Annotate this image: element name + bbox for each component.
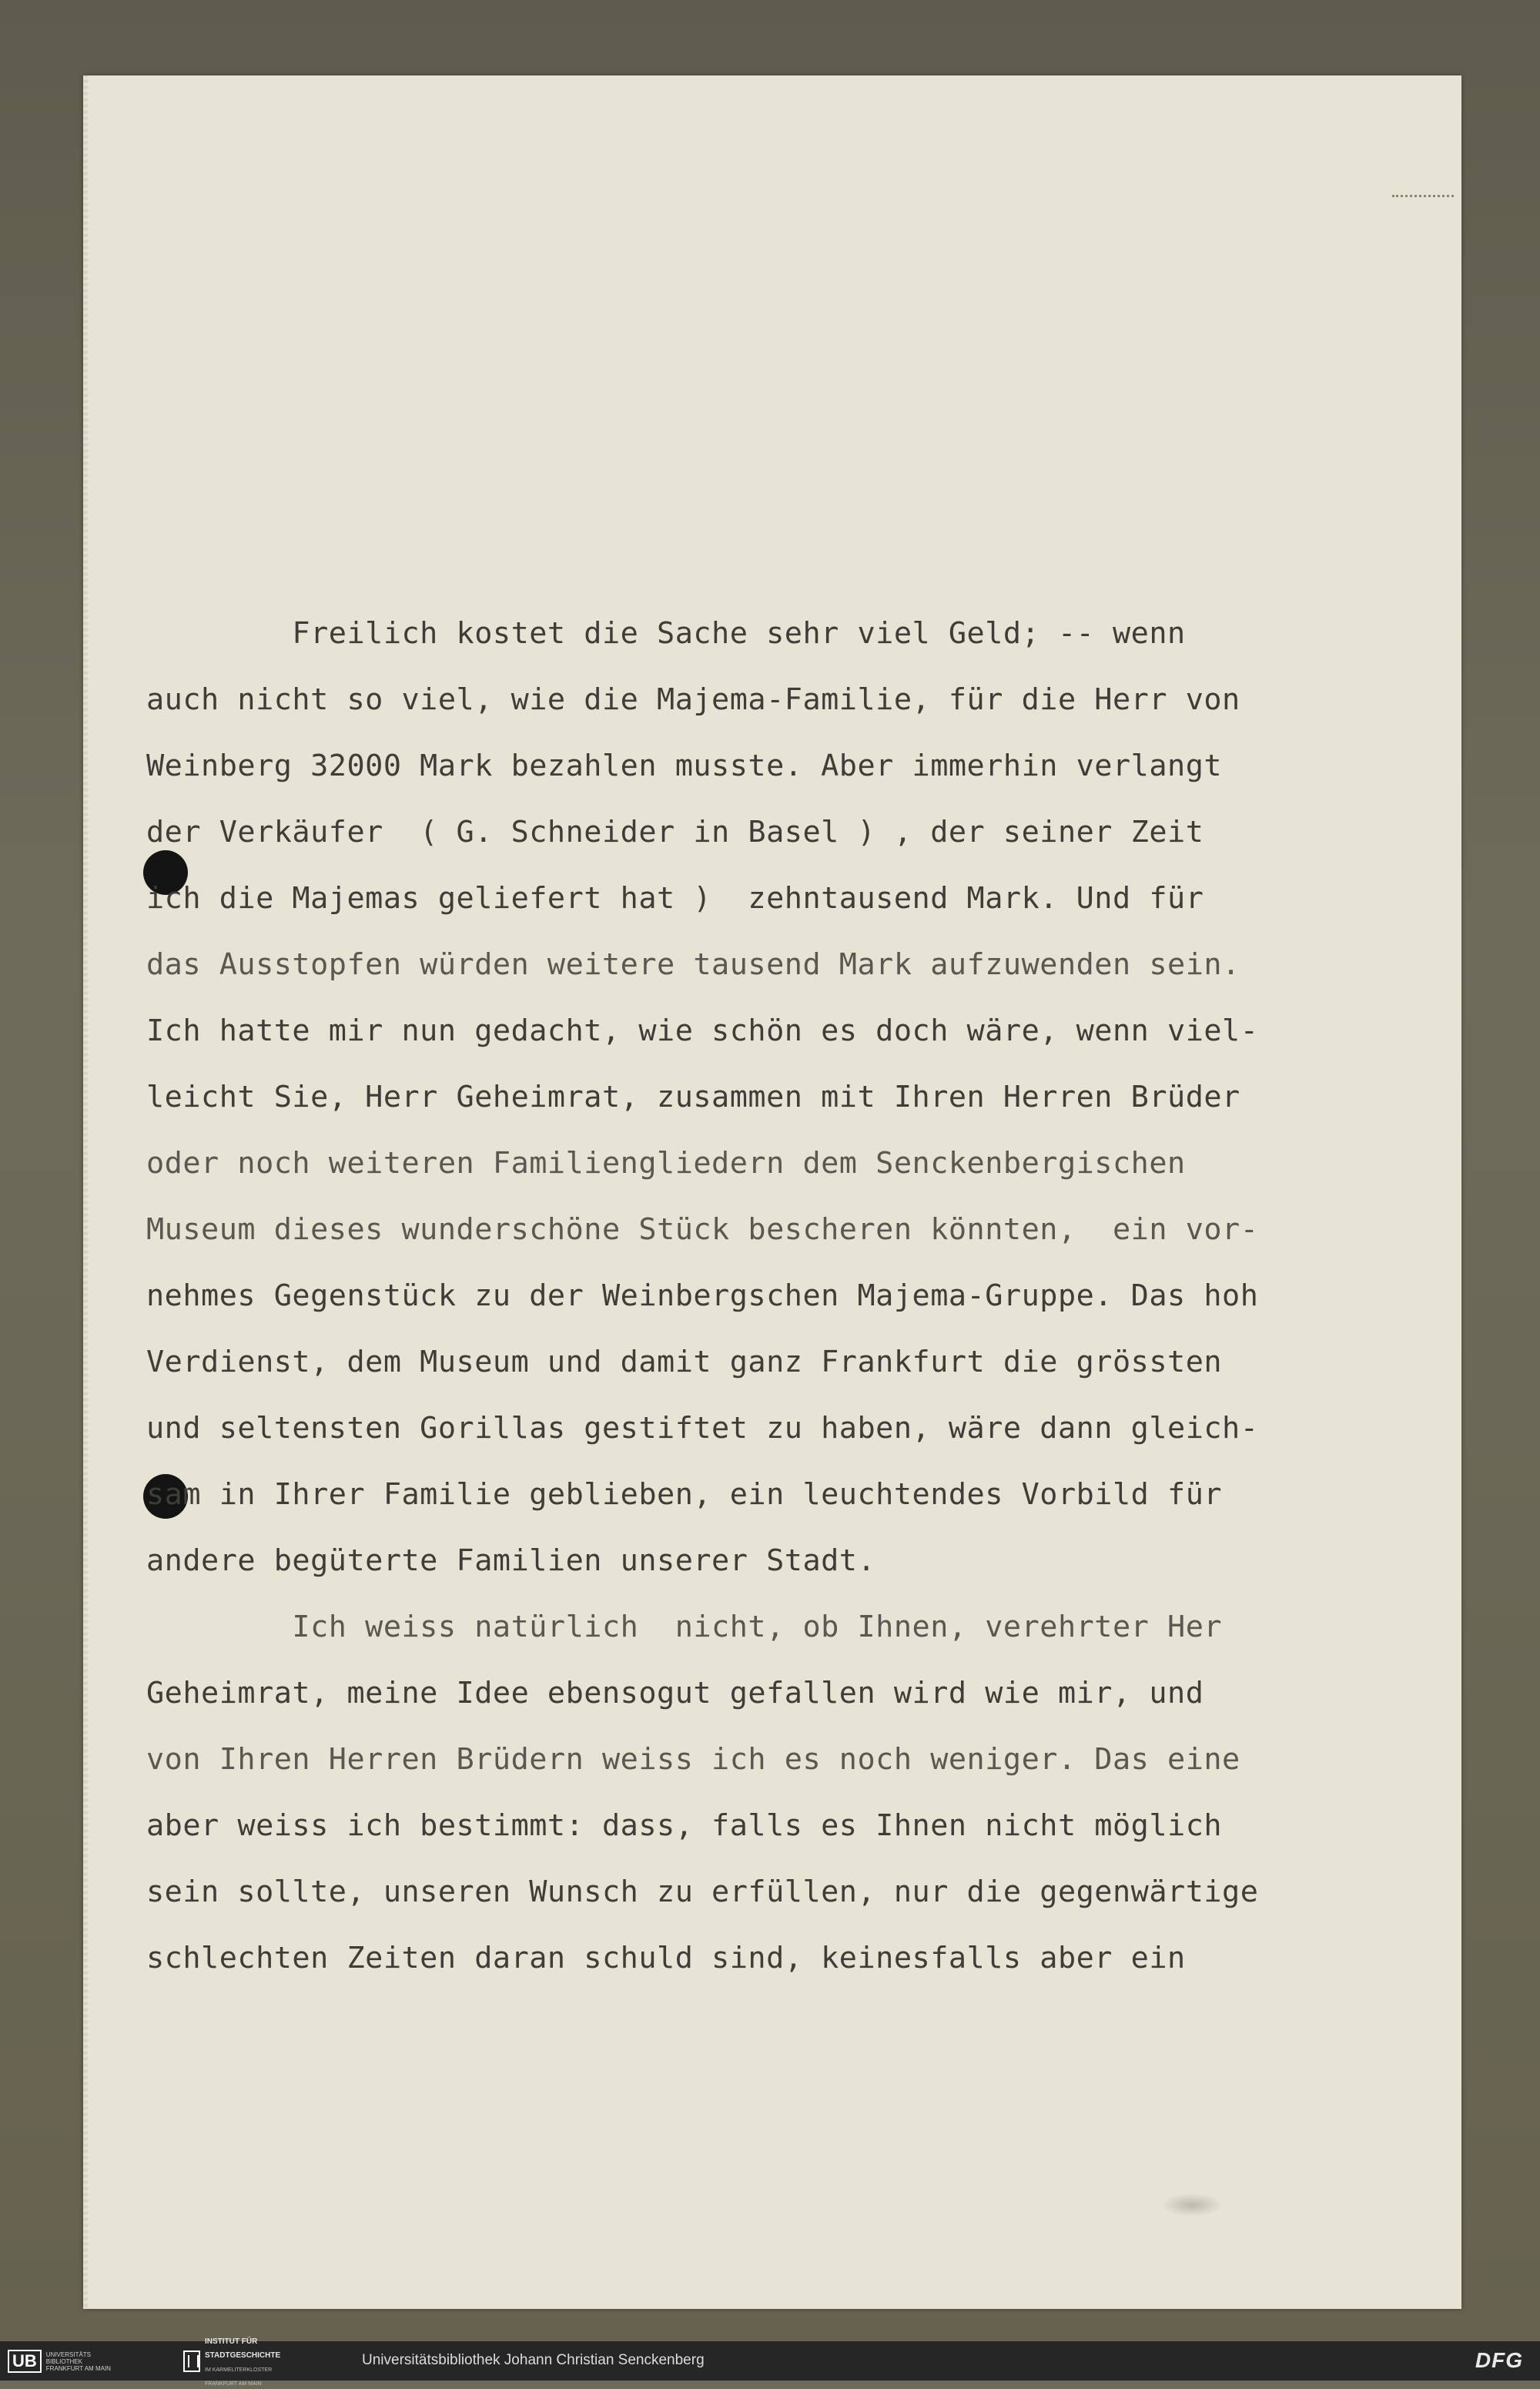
ub-logo-text: UNIVERSITÄTS BIBLIOTHEK FRANKFURT AM MAIN	[45, 2350, 111, 2372]
paper-smudge	[1161, 2193, 1223, 2216]
text-line: Geheimrat, meine Idee ebensogut gefallen wird wie mir, und	[146, 1676, 1204, 1710]
text-line: nehmes Gegenstück zu der Weinbergschen Majema-Gruppe. Das hoh	[146, 1278, 1259, 1313]
text-line: sam in Ihrer Familie geblieben, ein leuchtendes Vorbild für	[146, 1477, 1223, 1512]
text-line: ich die Majemas geliefert hat ) zehntausend Mark. Und für	[146, 881, 1204, 916]
ub-logo-mark: UB	[8, 2350, 42, 2373]
institute-logo-text	[205, 2334, 280, 2389]
text-line: von Ihren Herren Brüdern weiss ich es noch weniger. Das eine	[146, 1742, 1240, 1777]
viewer-footer	[0, 2337, 1540, 2387]
text-line: das Ausstopfen würden weitere tausend Mark aufzuwenden sein.	[146, 947, 1240, 982]
text-line: Ich weiss natürlich nicht, ob Ihnen, verehrter Her	[146, 1610, 1223, 1644]
text-line: schlechten Zeiten daran schuld sind, keinesfalls aber ein	[146, 1941, 1186, 1975]
ub-logo[interactable]	[8, 2348, 111, 2374]
institute-logo-icon	[183, 2350, 200, 2372]
institute-logo[interactable]	[183, 2337, 330, 2387]
text-line: leicht Sie, Herr Geheimrat, zusammen mit Ihren Herren Brüder	[146, 1080, 1240, 1114]
text-line: Weinberg 32000 Mark bezahlen musste. Aber immerhin verlangt	[146, 749, 1223, 783]
text-line: andere begüterte Familien unserer Stadt.	[146, 1543, 876, 1578]
text-line: Freilich kostet die Sache sehr viel Geld; -- wenn	[146, 616, 1186, 651]
text-line: sein sollte, unseren Wunsch zu erfüllen, nur die gegenwärtige	[146, 1875, 1259, 1909]
text-line: Ich hatte mir nun gedacht, wie schön es doch wäre, wenn viel-	[146, 1014, 1259, 1048]
footer-caption: Universitätsbibliothek Johann Christian Senckenberg	[362, 2352, 705, 2368]
text-line: aber weiss ich bestimmt: dass, falls es Ihnen nicht möglich	[146, 1808, 1223, 1843]
institute-subtitle: IM KARMELITERKLOSTER FRANKFURT AM MAIN	[205, 2367, 273, 2387]
text-line: oder noch weiteren Familiengliedern dem Senckenbergischen	[146, 1146, 1186, 1181]
torn-paper-edge	[83, 75, 88, 2309]
text-line: Museum dieses wunderschöne Stück bescheren könnten, ein vor-	[146, 1212, 1259, 1247]
pencil-mark	[1392, 195, 1454, 199]
text-line: Verdienst, dem Museum und damit ganz Frankfurt die grössten	[146, 1345, 1223, 1379]
institute-title: INSTITUT FÜR STADTGESCHICHTE	[205, 2337, 281, 2360]
text-line: und seltensten Gorillas gestiftet zu haben, wäre dann gleich-	[146, 1411, 1259, 1446]
text-line: auch nicht so viel, wie die Majema-Familie, für die Herr von	[146, 682, 1240, 717]
typewritten-text	[146, 601, 1424, 1992]
text-line: der Verkäufer ( G. Schneider in Basel ) , der seiner Zeit	[146, 815, 1204, 849]
dfg-logo[interactable]: DFG	[1475, 2348, 1523, 2372]
